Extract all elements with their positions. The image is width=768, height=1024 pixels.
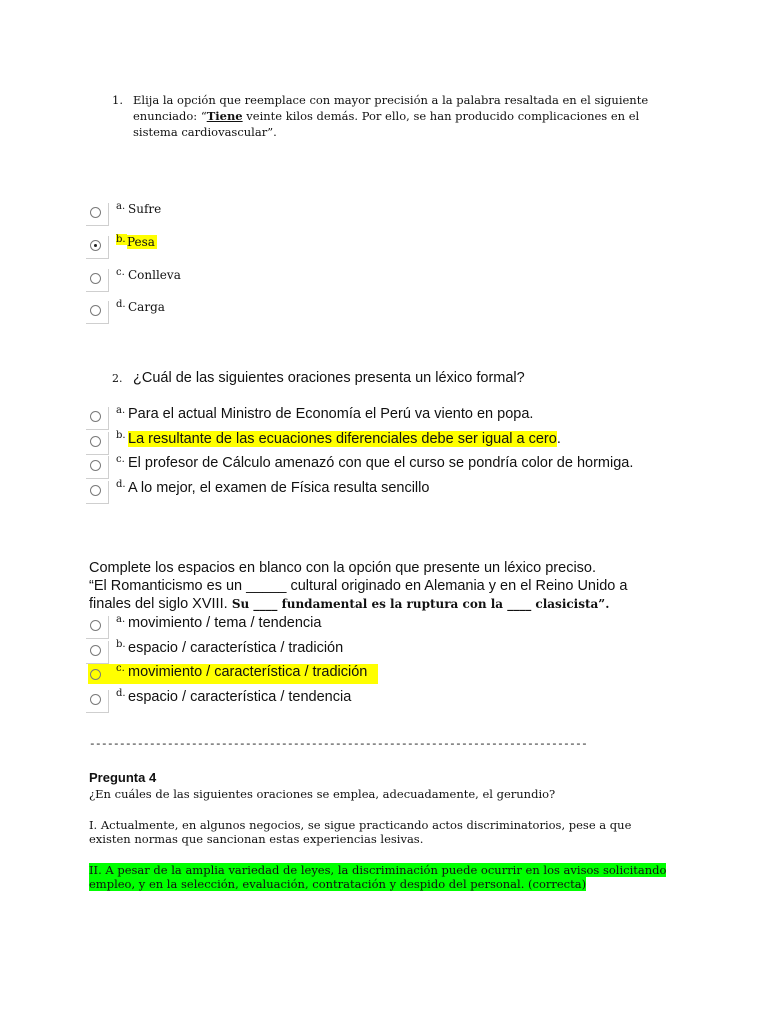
option-text: El profesor de Cálculo amenazó con que el curso se pondría color de hormiga. [128, 455, 634, 471]
radio-button[interactable] [90, 305, 101, 316]
radio-button[interactable] [90, 620, 101, 631]
option-text: movimiento / tema / tendencia [128, 615, 322, 631]
option-text: Sufre [128, 202, 162, 216]
radio-button[interactable] [90, 436, 101, 447]
separator-line: ----------------------------------------------------------------------------------- [89, 739, 588, 751]
option-text: A lo mejor, el examen de Física resulta sencillo [128, 480, 430, 496]
radio-button-selected[interactable] [90, 240, 101, 251]
question-2-text: ¿Cuál de las siguientes oraciones presenta un léxico formal? [133, 370, 525, 386]
option-text: espacio / característica / tradición [128, 640, 344, 656]
question-1-number: 1. [112, 93, 123, 107]
option-text: Carga [128, 300, 165, 314]
option-text: Pesa [127, 235, 155, 249]
option-letter: d. [116, 479, 126, 490]
option-text: Para el actual Ministro de Economía el Perú va viento en popa. [128, 406, 534, 422]
question-4-title: Pregunta 4 [89, 770, 157, 785]
question-2 [112, 370, 525, 386]
question-4-statement-1: I. Actualmente, en algunos negocios, se sigue practicando actos discriminatorios, pese a que existen normas que sancionan estas experiencias lesivas. [89, 818, 632, 846]
radio-button[interactable] [90, 273, 101, 284]
radio-button[interactable] [90, 207, 101, 218]
option-letter: d. [116, 688, 126, 699]
option-letter: d. [116, 299, 126, 310]
option-letter: b. [116, 639, 126, 650]
option-letter: c. [116, 663, 125, 674]
question-2-number: 2. [112, 372, 123, 385]
option-text: Conlleva [128, 268, 181, 282]
option-letter: c. [116, 267, 125, 278]
question-3 [89, 559, 689, 613]
radio-button[interactable] [90, 694, 101, 705]
option-text: La resultante de las ecuaciones diferenciales debe ser igual a cero. [128, 431, 561, 447]
radio-button[interactable] [90, 669, 101, 680]
question-3-sentence-2: finales del siglo XVIII. Su ____ fundamental es la ruptura con la ____ clasicista”. [89, 596, 610, 612]
question-1-text: Elija la opción que reemplace con mayor precisión a la palabra resaltada en el siguiente enunciado: “Tiene veinte kilos demás. Por ello, se han producido complicaciones en el sistema cardiovascular”. [133, 93, 649, 139]
option-letter: c. [116, 454, 125, 465]
option-letter: b. [116, 430, 126, 441]
question-3-sentence-1: “El Romanticismo es un _____ cultural originado en Alemania y en el Reino Unido a [89, 578, 628, 594]
question-4-statement-2: II. A pesar de la amplia variedad de leyes, la discriminación puede ocurrir en los avisos solicitando empleo, y en la selección, evaluación, contratación y despido del personal. (correcta) [89, 863, 667, 891]
question-3-instruction: Complete los espacios en blanco con la opción que presente un léxico preciso. [89, 560, 597, 576]
highlighted-word: Tiene [206, 109, 243, 123]
option-letter: a. [116, 614, 126, 625]
option-text: espacio / característica / tendencia [128, 689, 352, 705]
radio-button[interactable] [90, 460, 101, 471]
option-letter: a. [116, 201, 126, 212]
question-1 [112, 92, 652, 140]
option-text: movimiento / característica / tradición [128, 664, 368, 680]
question-4-text: ¿En cuáles de las siguientes oraciones se emplea, adecuadamente, el gerundio? [89, 787, 556, 801]
radio-button[interactable] [90, 645, 101, 656]
option-letter: a. [116, 405, 126, 416]
option-letter: b. [116, 234, 126, 245]
radio-button[interactable] [90, 485, 101, 496]
radio-button[interactable] [90, 411, 101, 422]
